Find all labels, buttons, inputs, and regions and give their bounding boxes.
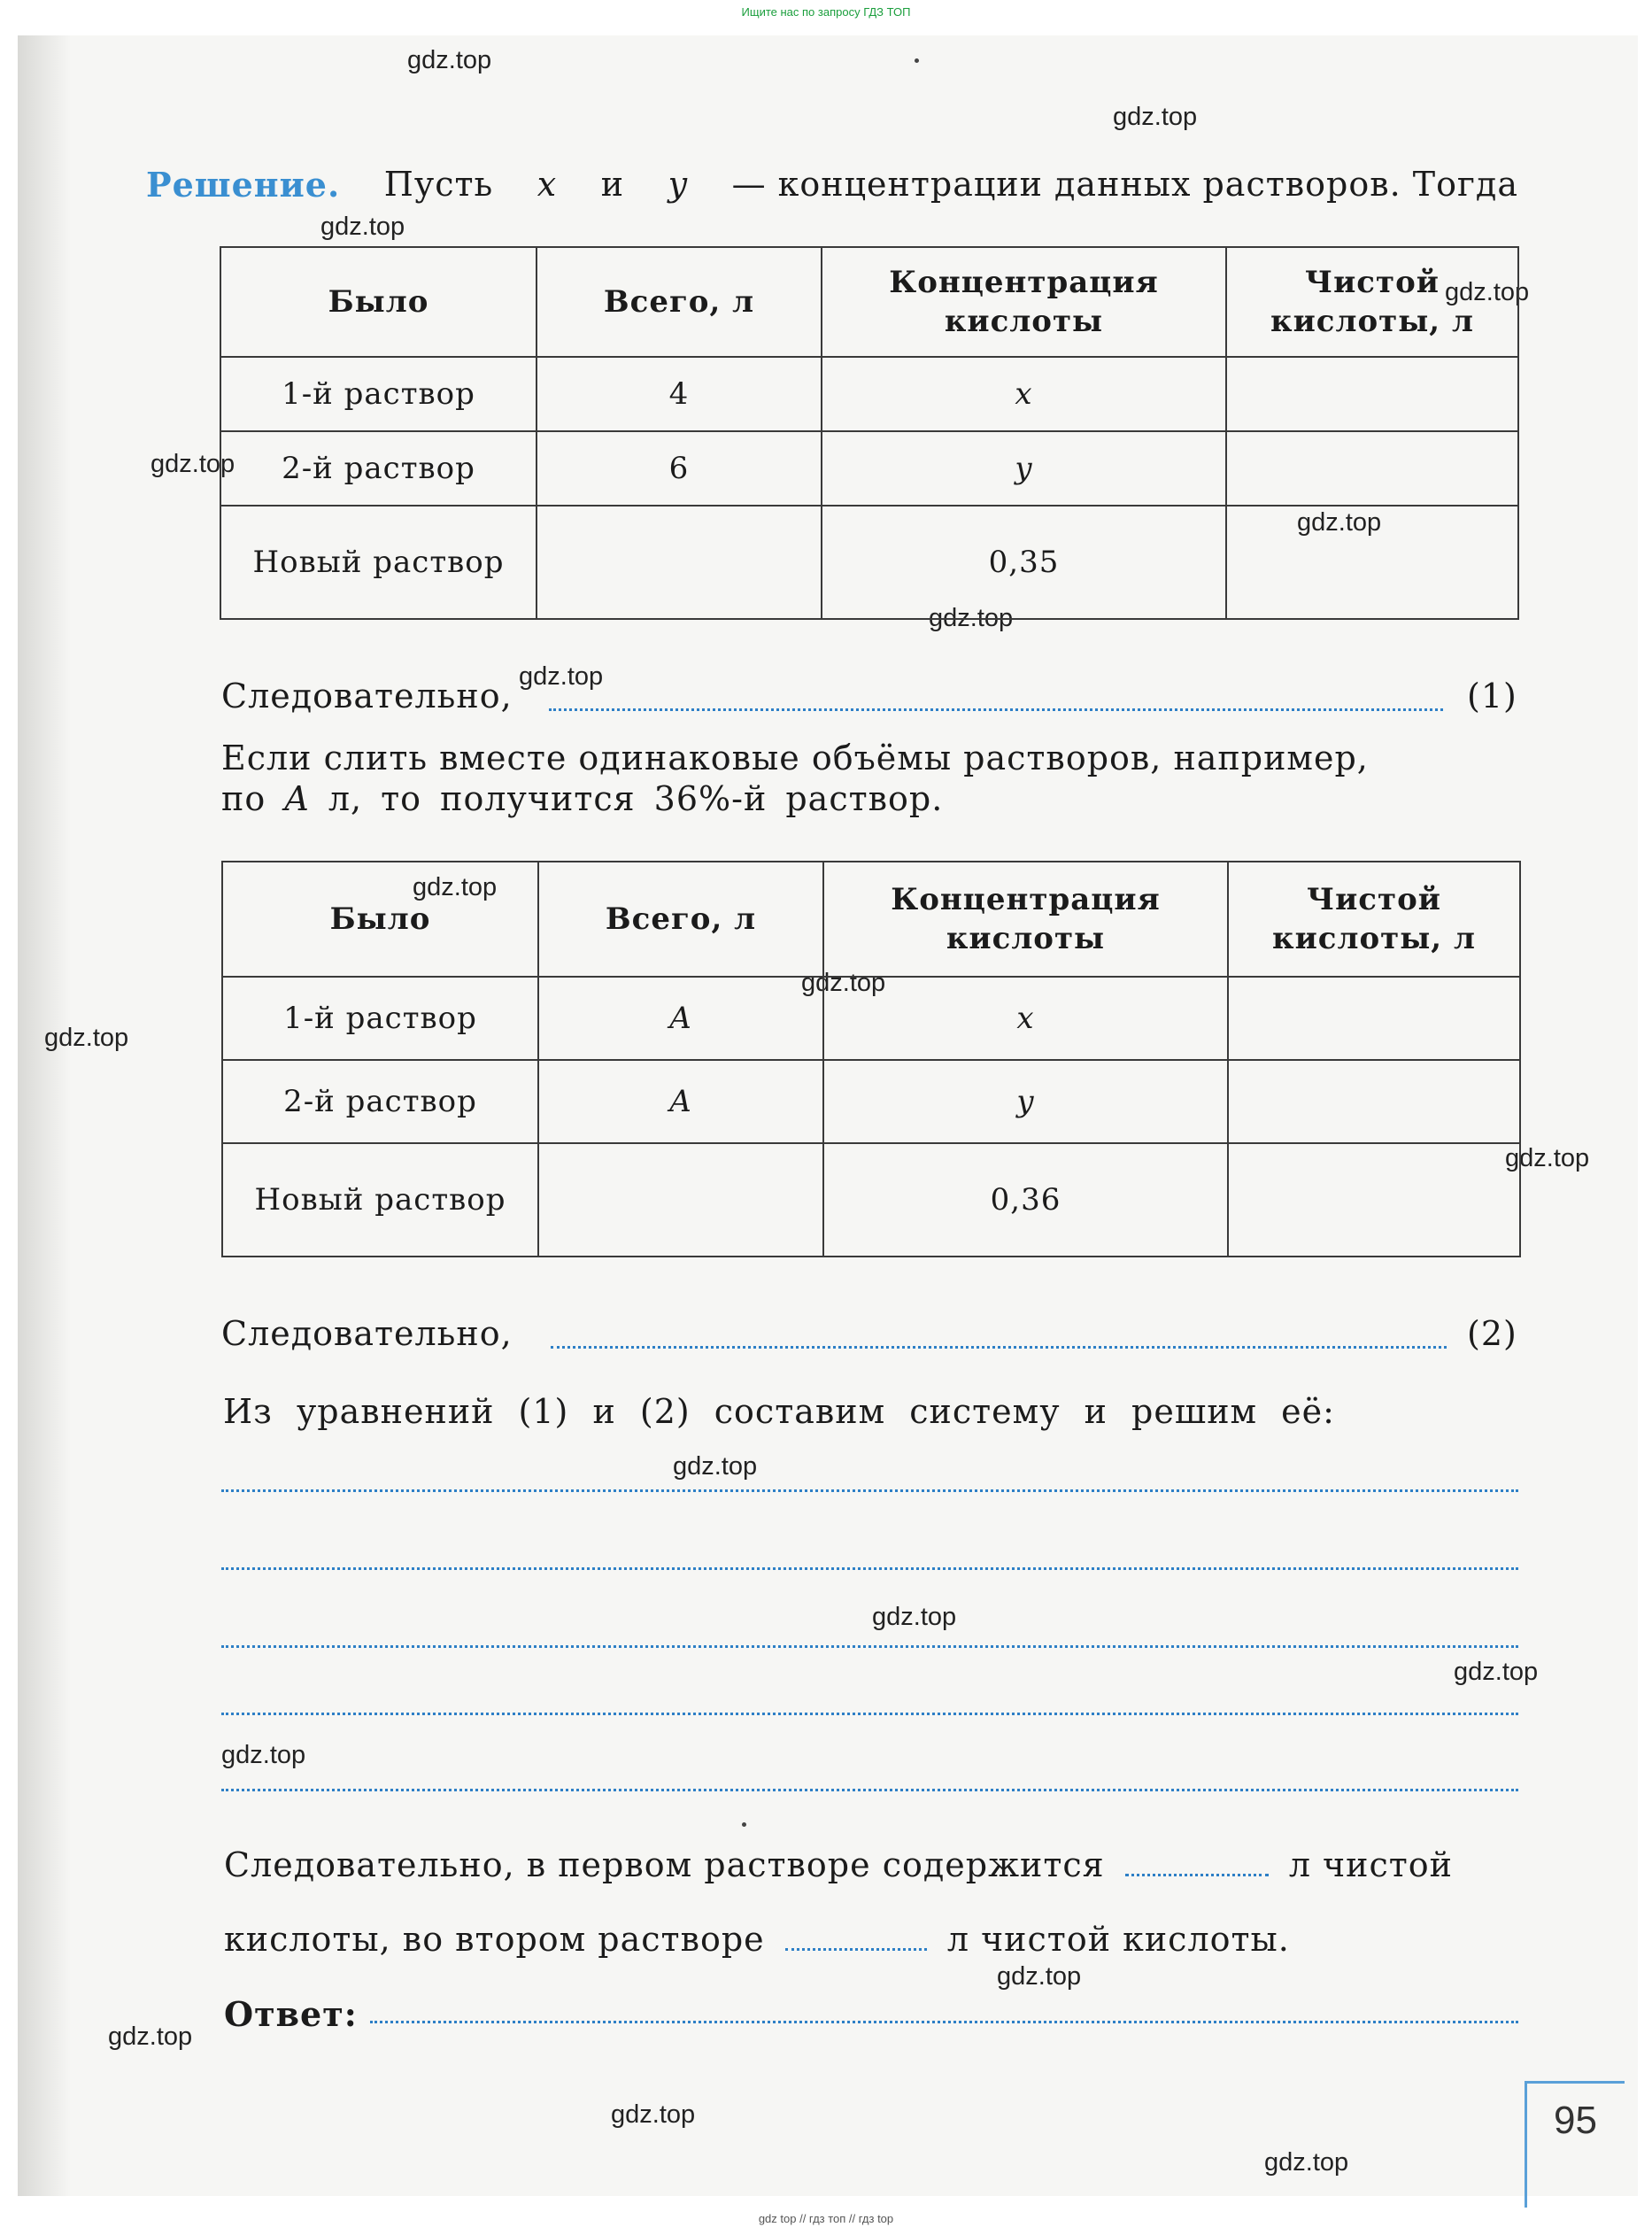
work-line[interactable]	[221, 1489, 1518, 1492]
var-x: x	[1016, 1001, 1035, 1036]
table-cell-empty[interactable]	[1226, 357, 1518, 431]
table-row	[220, 431, 1518, 506]
work-line[interactable]	[221, 1713, 1518, 1715]
table-header: Чистой кислоты, л	[1226, 247, 1518, 357]
concentration-table-1	[220, 246, 1519, 620]
watermark: gdz.top	[320, 213, 405, 241]
var-y: y	[1015, 451, 1033, 486]
watermark: gdz.top	[801, 969, 886, 997]
text-fragment: Следовательно, в первом растворе содержится	[224, 1845, 1105, 1884]
watermark: gdz.top	[221, 1741, 306, 1769]
table-cell-empty[interactable]	[1226, 506, 1518, 619]
solution-label: Решение.	[146, 165, 341, 205]
table-row	[222, 1060, 1520, 1143]
top-banner: Ищите нас по запросу ГДЗ ТОП	[741, 5, 911, 19]
table-cell	[822, 431, 1226, 506]
table-cell-empty[interactable]	[538, 1143, 823, 1257]
watermark: gdz.top	[519, 662, 604, 691]
text-fragment: л чистой кислоты.	[946, 1920, 1290, 1959]
answer-blank[interactable]	[1125, 1872, 1269, 1876]
watermark: gdz.top	[108, 2022, 193, 2051]
table-cell: 2-й раствор	[222, 1060, 538, 1143]
watermark: gdz.top	[997, 1962, 1082, 1991]
var-a: A	[669, 1084, 692, 1119]
answer-blank[interactable]	[785, 1946, 927, 1951]
table-header: Чистой кислоты, л	[1228, 862, 1520, 977]
print-speck	[915, 58, 919, 63]
table-cell: 1-й раствор	[222, 977, 538, 1060]
answer-line[interactable]	[370, 2021, 1518, 2023]
watermark: gdz.top	[673, 1452, 758, 1481]
var-x: x	[1015, 376, 1033, 412]
watermark: gdz.top	[151, 450, 235, 478]
table-cell: 2-й раствор	[220, 431, 537, 506]
table-cell-empty[interactable]	[1226, 431, 1518, 506]
answer-blank[interactable]	[549, 708, 1443, 711]
table-header: Было	[220, 247, 537, 357]
print-speck	[742, 1822, 746, 1827]
text-fragment: кислоты, во втором растворе	[224, 1920, 765, 1959]
table-cell	[538, 1060, 823, 1143]
text-fragment: л, то получится 36%-й раствор.	[328, 779, 944, 818]
var-a: A	[284, 779, 310, 818]
watermark: gdz.top	[1505, 1144, 1590, 1172]
table-header: Было	[222, 862, 538, 977]
table-cell: 0,35	[822, 506, 1226, 619]
work-line[interactable]	[221, 1789, 1518, 1791]
final-line-2	[224, 1920, 1525, 1959]
consequently-label: Следовательно,	[221, 677, 513, 715]
concentration-table-2	[221, 861, 1521, 1257]
table-header: Всего, л	[537, 247, 822, 357]
table-cell	[538, 977, 823, 1060]
watermark: gdz.top	[1297, 508, 1382, 537]
table-cell-empty[interactable]	[1228, 1143, 1520, 1257]
bottom-banner: gdz top // гдз топ // гдз top	[758, 2212, 894, 2225]
table-cell: 4	[537, 357, 822, 431]
watermark: gdz.top	[1454, 1658, 1539, 1686]
system-text: Из уравнений (1) и (2) составим систему и решим её:	[223, 1392, 1335, 1431]
work-line[interactable]	[221, 1645, 1518, 1648]
watermark: gdz.top	[872, 1603, 957, 1631]
text-fragment: л чистой	[1288, 1845, 1454, 1884]
table-cell-empty[interactable]	[537, 506, 822, 619]
table-header: Концентрация кислоты	[823, 862, 1228, 977]
final-line-1	[224, 1845, 1525, 1884]
watermark: gdz.top	[1445, 278, 1530, 306]
table-cell	[823, 1060, 1228, 1143]
equation-number: (1)	[1467, 677, 1517, 715]
merge-text-line-1: Если слить вместе одинаковые объёмы растворов, например,	[221, 739, 1369, 777]
table-cell: 0,36	[823, 1143, 1228, 1257]
answer-label: Ответ:	[224, 1994, 358, 2034]
text-fragment: по	[221, 779, 266, 818]
intro-line	[146, 165, 1518, 205]
watermark: gdz.top	[1113, 103, 1198, 131]
intro-word: и	[600, 165, 625, 204]
watermark: gdz.top	[44, 1024, 129, 1052]
page-spine-shadow	[18, 35, 71, 2196]
consequently-label: Следовательно,	[221, 1314, 513, 1353]
var-a: A	[669, 1001, 692, 1036]
table-row	[222, 977, 1520, 1060]
table-cell: 1-й раствор	[220, 357, 537, 431]
table-cell	[822, 357, 1226, 431]
table-cell: 6	[537, 431, 822, 506]
watermark: gdz.top	[1264, 2148, 1349, 2177]
answer-blank[interactable]	[551, 1346, 1447, 1349]
var-y: y	[668, 165, 689, 204]
table-cell-empty[interactable]	[1228, 977, 1520, 1060]
merge-text-line-2	[221, 779, 1523, 818]
work-line[interactable]	[221, 1567, 1518, 1570]
table-header: Всего, л	[538, 862, 823, 977]
var-y: y	[1016, 1084, 1035, 1119]
watermark: gdz.top	[413, 873, 498, 901]
table-header: Концентрация кислоты	[822, 247, 1226, 357]
table-row	[220, 506, 1518, 619]
watermark: gdz.top	[929, 604, 1014, 632]
var-x: x	[537, 165, 558, 204]
table-row	[222, 1143, 1520, 1257]
intro-word: — концентрации данных растворов. Тогда	[731, 165, 1518, 204]
watermark: gdz.top	[611, 2100, 696, 2129]
intro-word: Пусть	[383, 165, 494, 204]
table-cell: Новый раствор	[222, 1143, 538, 1257]
watermark: gdz.top	[407, 46, 492, 74]
table-cell: Новый раствор	[220, 506, 537, 619]
table-cell-empty[interactable]	[1228, 1060, 1520, 1143]
table-row	[220, 357, 1518, 431]
table-cell	[823, 977, 1228, 1060]
page-number: 95	[1554, 2099, 1597, 2142]
equation-number: (2)	[1467, 1314, 1517, 1353]
